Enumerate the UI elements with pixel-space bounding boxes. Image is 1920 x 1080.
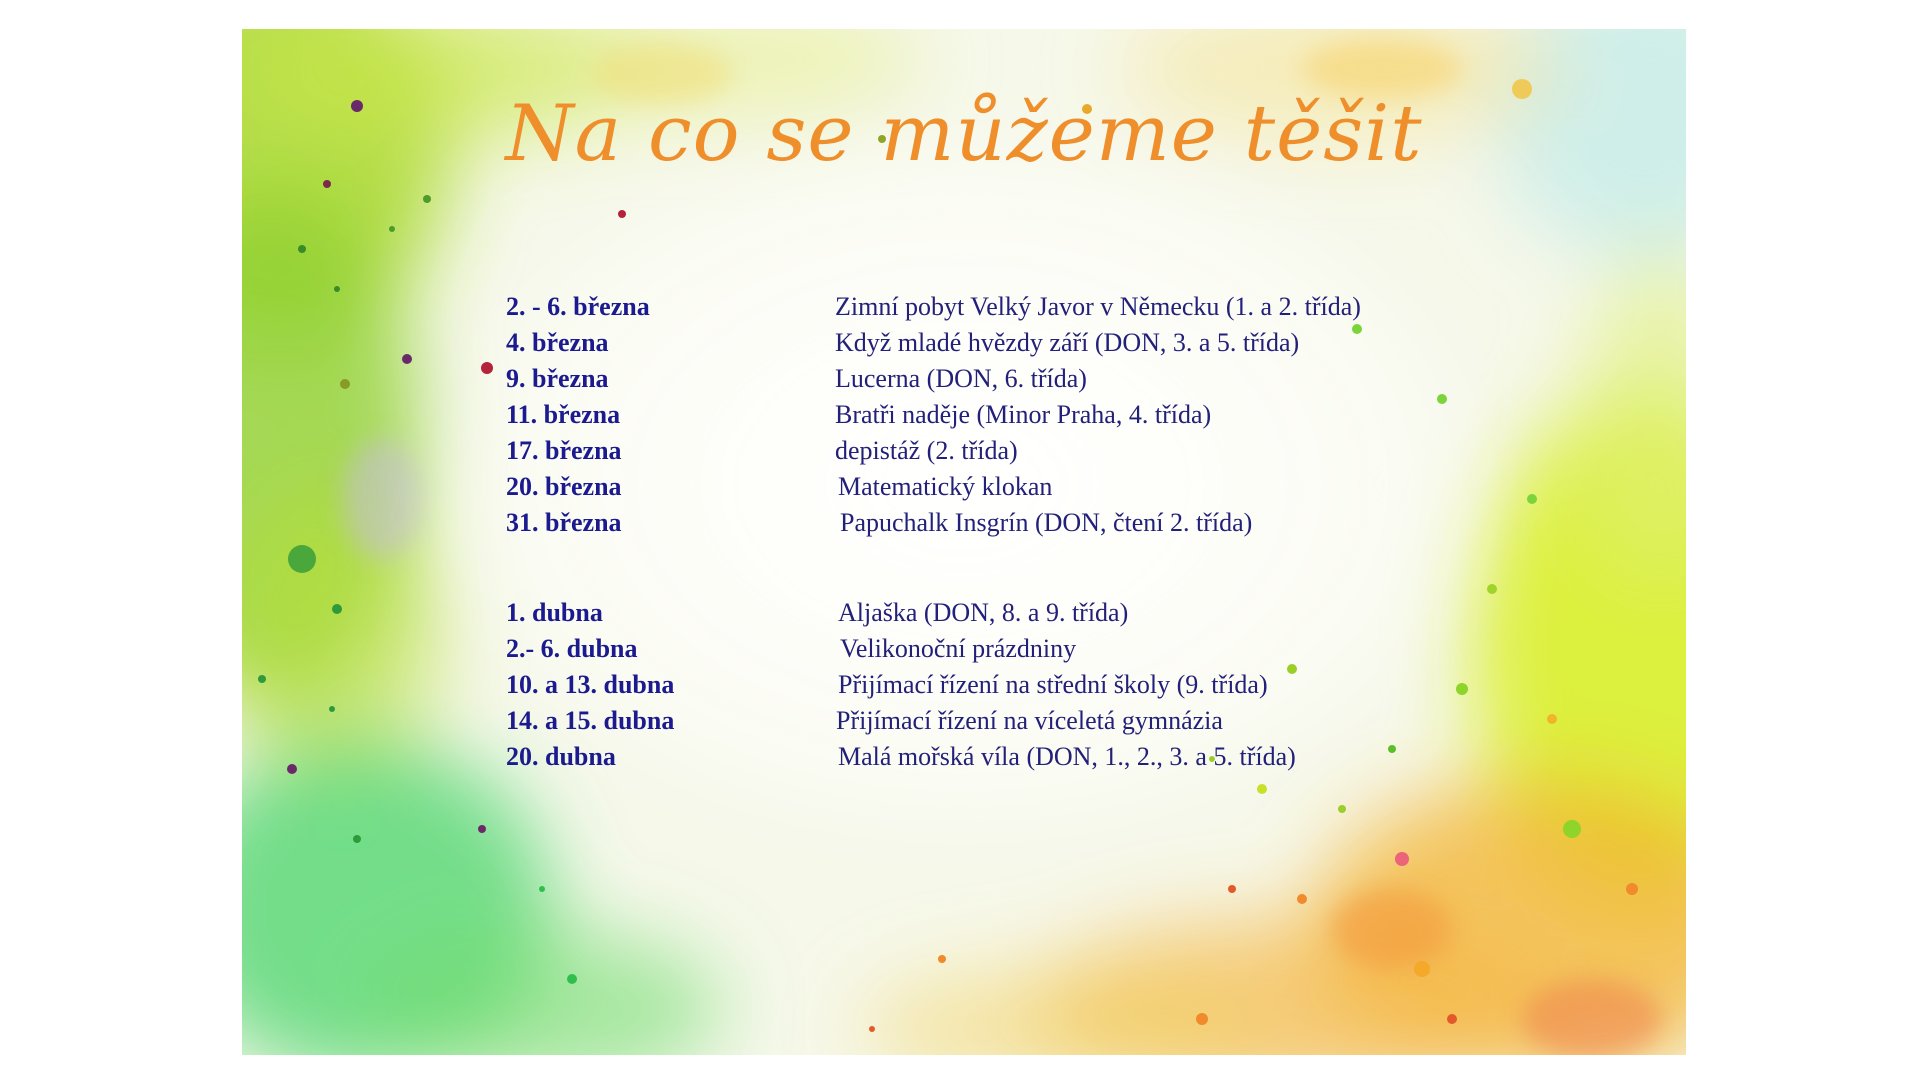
schedule-date: 14. a 15. dubna xyxy=(506,706,675,735)
schedule-row xyxy=(506,397,1506,433)
watercolor-background xyxy=(242,29,1686,1055)
schedule-date: 31. března xyxy=(506,508,622,537)
schedule-event: Přijímací řízení na střední školy (9. třída) xyxy=(838,670,1268,699)
schedule-date: 20. dubna xyxy=(506,742,616,771)
schedule-row xyxy=(506,739,1506,775)
schedule-event: Papuchalk Insgrín (DON, čtení 2. třída) xyxy=(840,508,1253,537)
schedule-row xyxy=(506,361,1506,397)
schedule-date: 9. března xyxy=(506,364,609,393)
schedule-event: Přijímací řízení na víceletá gymnázia xyxy=(836,706,1223,735)
schedule-date: 1. dubna xyxy=(506,598,603,627)
schedule-event: Lucerna (DON, 6. třída) xyxy=(835,364,1087,393)
schedule-date: 2. - 6. března xyxy=(506,292,650,321)
schedule-row xyxy=(506,703,1506,739)
schedule-date: 17. března xyxy=(506,436,622,465)
schedule-row xyxy=(506,631,1506,667)
schedule-row xyxy=(506,469,1506,505)
schedule-date: 20. března xyxy=(506,472,622,501)
schedule-row xyxy=(506,325,1506,361)
schedule-event: Zimní pobyt Velký Javor v Německu (1. a 2. třída) xyxy=(835,292,1361,321)
schedule-row xyxy=(506,505,1506,541)
schedule-date: 10. a 13. dubna xyxy=(506,670,675,699)
schedule-event: depistáž (2. třída) xyxy=(835,436,1018,465)
schedule-event: Aljaška (DON, 8. a 9. třída) xyxy=(838,598,1129,627)
schedule-event: Bratři naděje (Minor Praha, 4. třída) xyxy=(835,400,1212,429)
slide-title: Na co se můžeme těšit xyxy=(505,89,1423,179)
schedule-date: 4. března xyxy=(506,328,609,357)
schedule-row xyxy=(506,595,1506,631)
schedule-date: 11. března xyxy=(506,400,621,429)
schedule-event: Matematický klokan xyxy=(838,472,1053,501)
schedule-event: Malá mořská víla (DON, 1., 2., 3. a 5. třída) xyxy=(838,742,1296,771)
schedule-row xyxy=(506,289,1506,325)
schedule-row xyxy=(506,433,1506,469)
schedule-row xyxy=(506,667,1506,703)
schedule-event: Velikonoční prázdniny xyxy=(840,634,1077,663)
slide xyxy=(242,29,1686,1055)
schedule-event: Když mladé hvězdy září (DON, 3. a 5. třída) xyxy=(835,328,1300,357)
schedule-date: 2.- 6. dubna xyxy=(506,634,638,663)
